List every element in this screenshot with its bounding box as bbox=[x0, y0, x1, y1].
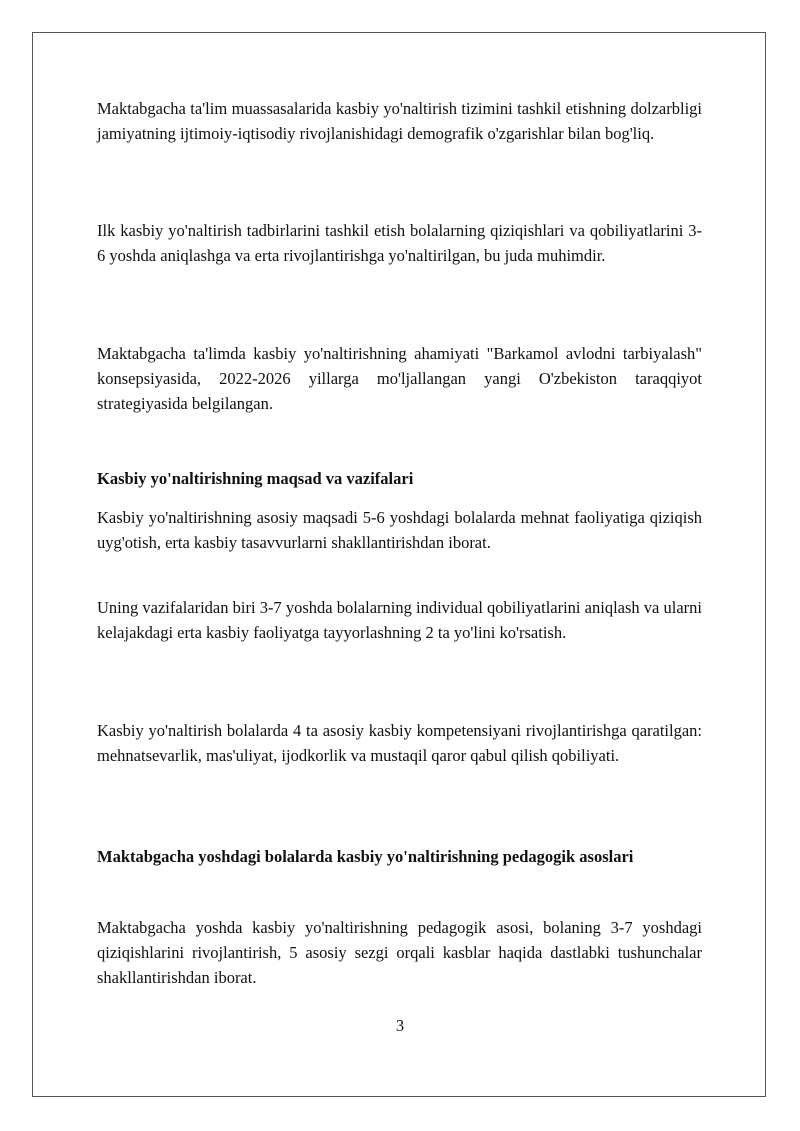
section-heading-pedagogical: Maktabgacha yoshdagi bolalarda kasbiy yo'naltirishning pedagogik asoslari bbox=[97, 847, 634, 866]
section2-paragraph-1: Maktabgacha yoshda kasbiy yo'naltirishning pedagogik asosi, bolaning 3-7 yoshdagi qiziqishlarini rivojlantirish, 5 asosiy sezgi orqali kasblar haqida dastlabki tushunchalar shakllantirishdan iborat. bbox=[97, 918, 702, 987]
section1-paragraph-3: Kasbiy yo'naltirish bolalarda 4 ta asosiy kasbiy kompetensiyani rivojlantirishga qaratilgan: mehnatsevarlik, mas'uliyat, ijodkorlik va mustaqil qaror qabul qilish qobiliyati. bbox=[97, 721, 702, 765]
section1-paragraph-1: Kasbiy yo'naltirishning asosiy maqsadi 5-6 yoshdagi bolalarda mehnat faoliyatiga qiziqish uyg'otish, erta kasbiy tasavvurlarni shakllantirishdan iborat. bbox=[97, 508, 702, 552]
intro-paragraph-2: Ilk kasbiy yo'naltirish tadbirlarini tashkil etish bolalarning qiziqishlari va qobiliyatlarini 3-6 yoshda aniqlashga va erta rivojlantirishga yo'naltirilgan, bu juda muhimdir. bbox=[97, 221, 702, 265]
section1-paragraph-2: Uning vazifalaridan biri 3-7 yoshda bolalarning individual qobiliyatlarini aniqlash va ularni kelajakdagi erta kasbiy faoliyatga tayyorlashning 2 ta yo'lini ko'rsatish. bbox=[97, 598, 702, 642]
intro-paragraph-1: Maktabgacha ta'lim muassasalarida kasbiy yo'naltirish tizimini tashkil etishning dolzarbligi jamiyatning ijtimoiy-iqtisodiy rivojlanishidagi demografik o'zgarishlar bilan bog'liq. bbox=[97, 99, 702, 143]
section-heading-goals: Kasbiy yo'naltirishning maqsad va vazifalari bbox=[97, 469, 414, 488]
page-number: 3 bbox=[395, 1016, 405, 1035]
intro-paragraph-3: Maktabgacha ta'limda kasbiy yo'naltirishning ahamiyati "Barkamol avlodni tarbiyalash" konsepsiyasida, 2022-2026 yillarga mo'ljallangan yangi O'zbekiston taraqqiyot strategiyasida belgilangan. bbox=[97, 344, 702, 413]
